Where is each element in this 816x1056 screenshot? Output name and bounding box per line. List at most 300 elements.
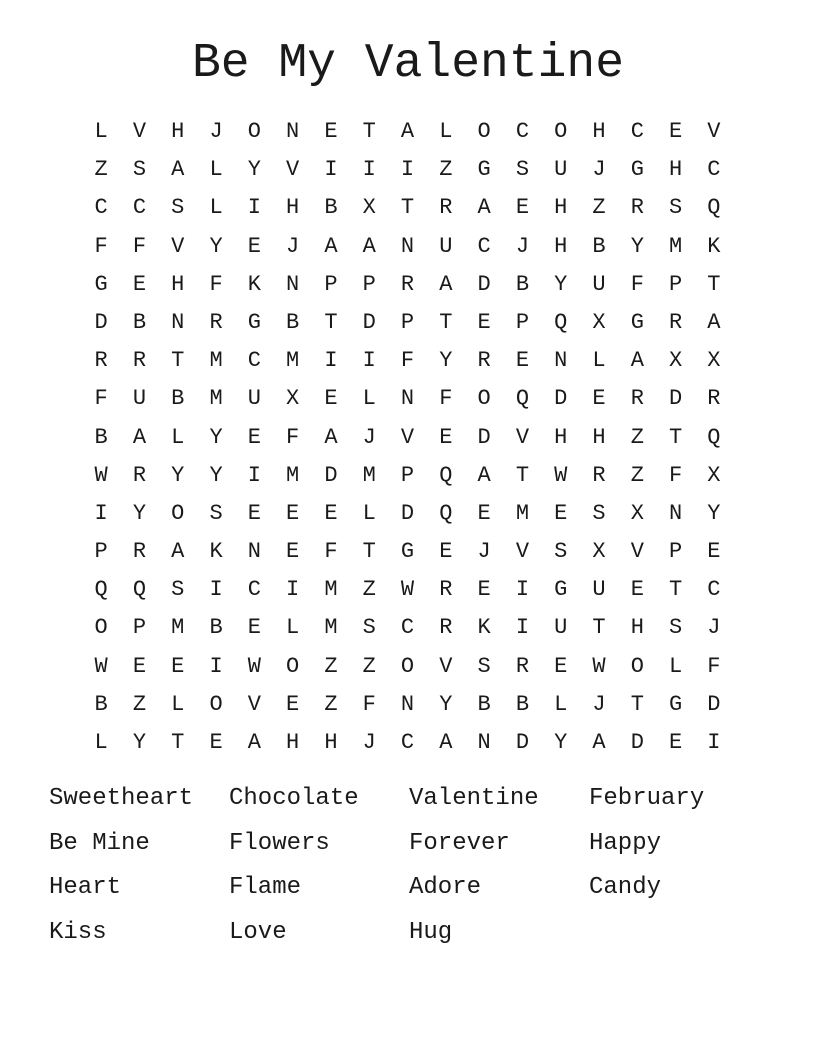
grid-letter: K: [477, 615, 491, 641]
grid-letter: O: [209, 691, 223, 717]
grid-letter: K: [247, 271, 261, 297]
grid-letter: L: [362, 386, 376, 412]
grid-letter: C: [400, 730, 415, 755]
grid-letter: E: [592, 386, 606, 412]
grid-letter: U: [439, 233, 453, 259]
grid-letter: L: [94, 730, 108, 755]
grid-letter: J: [592, 157, 606, 183]
grid-letter: X: [362, 195, 376, 221]
grid-letter: R: [400, 271, 415, 297]
grid-letter: F: [439, 386, 453, 412]
page-title: Be My Valentine: [191, 37, 625, 91]
grid-letter: T: [630, 691, 644, 717]
grid-letter: H: [324, 730, 338, 755]
word-bank-item: February: [589, 785, 705, 812]
grid-letter: E: [171, 653, 185, 679]
grid-letter: E: [324, 386, 338, 412]
grid-row: [82, 304, 733, 342]
grid-letter: Q: [707, 195, 721, 221]
grid-letter: E: [477, 577, 491, 603]
grid-letter: R: [592, 462, 606, 488]
grid-letter: X: [630, 500, 644, 526]
grid-letter: D: [477, 271, 491, 297]
grid-letter: Z: [439, 157, 453, 183]
grid-letter: K: [209, 539, 223, 565]
grid-letter: D: [630, 730, 644, 755]
grid-letter: U: [592, 271, 606, 297]
word-bank-item: Kiss: [49, 919, 107, 947]
grid-letter: E: [132, 653, 147, 679]
grid-letter: S: [592, 500, 606, 526]
grid-letter: Y: [439, 348, 453, 374]
grid-letter: P: [324, 271, 338, 297]
grid-letter: Y: [171, 462, 185, 488]
grid-letter: G: [554, 577, 568, 603]
grid-letter: B: [132, 309, 147, 335]
grid-letter: E: [630, 577, 644, 603]
grid-letter: O: [171, 500, 185, 526]
grid-letter: F: [94, 233, 108, 259]
grid-row: [82, 495, 733, 533]
grid-letter: T: [707, 271, 721, 297]
grid-letter: V: [707, 119, 721, 144]
grid-letter: Y: [132, 500, 147, 526]
word-bank-item: Be Mine: [49, 829, 150, 857]
grid-letter: E: [247, 233, 261, 259]
grid-letter: X: [669, 348, 683, 374]
grid-letter: J: [707, 615, 721, 641]
grid-letter: O: [247, 119, 261, 144]
grid-letter: D: [324, 462, 338, 488]
grid-letter: E: [515, 348, 530, 374]
grid-letter: S: [669, 195, 683, 221]
grid-letter: A: [247, 730, 261, 755]
grid-letter: S: [209, 500, 223, 526]
word-bank-item: Forever: [409, 829, 510, 857]
grid-letter: S: [669, 615, 683, 641]
grid-letter: M: [362, 462, 376, 488]
grid-letter: C: [515, 119, 530, 144]
grid-letter: E: [554, 653, 568, 679]
grid-letter: T: [669, 577, 683, 603]
grid-letter: E: [554, 500, 568, 526]
grid-row: [82, 151, 733, 189]
grid-letter: Z: [592, 195, 606, 221]
grid-letter: M: [515, 500, 530, 526]
grid-letter: R: [630, 386, 644, 412]
grid-letter: Q: [707, 424, 721, 450]
word-bank-item: Adore: [409, 874, 482, 902]
grid-letter: X: [286, 386, 300, 412]
grid-letter: T: [324, 309, 338, 335]
grid-letter: F: [286, 424, 300, 450]
grid-letter: Z: [362, 577, 376, 603]
grid-letter: O: [477, 119, 491, 144]
grid-letter: I: [707, 730, 721, 755]
grid-letter: A: [362, 233, 376, 259]
grid-letter: J: [515, 233, 530, 259]
grid-letter: L: [439, 119, 453, 144]
grid-letter: S: [515, 157, 530, 183]
grid-letter: L: [171, 691, 185, 717]
grid-letter: P: [94, 539, 108, 565]
grid-letter: I: [94, 500, 108, 526]
grid-letter: E: [439, 424, 453, 450]
grid-letter: N: [554, 348, 568, 374]
grid-letter: P: [400, 309, 415, 335]
word-bank-item: Hug: [409, 919, 453, 947]
grid-row: [82, 342, 733, 380]
grid-letter: Z: [630, 462, 644, 488]
grid-letter: J: [592, 691, 606, 717]
grid-row: [82, 228, 733, 266]
word-bank-item: Happy: [589, 829, 662, 857]
grid-letter: P: [669, 539, 683, 565]
grid-letter: F: [209, 271, 223, 297]
grid-letter: T: [171, 348, 185, 374]
grid-letter: T: [439, 309, 453, 335]
grid-letter: Z: [324, 691, 338, 717]
grid-letter: F: [669, 462, 683, 488]
grid-letter: I: [209, 577, 223, 603]
grid-letter: P: [515, 309, 530, 335]
grid-letter: C: [247, 577, 261, 603]
grid-letter: I: [209, 653, 223, 679]
grid-row: [82, 419, 733, 457]
grid-letter: E: [286, 691, 300, 717]
grid-letter: R: [477, 348, 491, 374]
grid-letter: V: [132, 119, 147, 144]
grid-letter: A: [477, 195, 491, 221]
grid-letter: A: [324, 233, 338, 259]
grid-letter: A: [439, 271, 453, 297]
grid-letter: H: [171, 271, 185, 297]
grid-letter: Q: [515, 386, 530, 412]
word-bank-item: Chocolate: [229, 785, 359, 812]
word-bank-item: Flowers: [229, 829, 330, 857]
grid-letter: T: [400, 195, 415, 221]
grid-letter: L: [669, 653, 683, 679]
grid-row: [82, 380, 733, 418]
grid-letter: T: [171, 730, 185, 755]
grid-letter: N: [669, 500, 683, 526]
grid-letter: A: [630, 348, 644, 374]
grid-letter: V: [171, 233, 185, 259]
word-bank-item: Love: [229, 919, 287, 947]
word-bank-item: Candy: [589, 874, 662, 902]
grid-letter: J: [286, 233, 300, 259]
grid-letter: P: [669, 271, 683, 297]
grid-row: [82, 457, 733, 495]
grid-letter: R: [439, 577, 453, 603]
grid-letter: M: [324, 577, 338, 603]
grid-letter: O: [477, 386, 491, 412]
grid-letter: R: [439, 615, 453, 641]
grid-letter: E: [247, 615, 261, 641]
grid-letter: G: [247, 309, 261, 335]
grid-letter: N: [286, 119, 300, 144]
grid-letter: N: [286, 271, 300, 297]
grid-letter: R: [209, 309, 223, 335]
grid-letter: I: [324, 348, 338, 374]
grid-row: [82, 533, 733, 571]
grid-letter: B: [171, 386, 185, 412]
grid-letter: E: [439, 539, 453, 565]
grid-letter: M: [286, 348, 300, 374]
grid-row: [82, 648, 733, 686]
grid-letter: B: [515, 691, 530, 717]
grid-letter: V: [400, 424, 415, 450]
grid-letter: E: [286, 500, 300, 526]
grid-letter: O: [630, 653, 644, 679]
grid-letter: F: [132, 233, 147, 259]
grid-letter: D: [515, 730, 530, 755]
grid-letter: S: [171, 195, 185, 221]
grid-letter: Y: [707, 500, 721, 526]
grid-letter: N: [477, 730, 491, 755]
grid-letter: Q: [439, 500, 453, 526]
grid-letter: X: [592, 539, 606, 565]
grid-letter: M: [209, 386, 223, 412]
grid-letter: D: [477, 424, 491, 450]
grid-letter: Y: [554, 730, 568, 755]
grid-letter: L: [286, 615, 300, 641]
grid-row: [82, 724, 733, 762]
grid-letter: S: [132, 157, 147, 183]
grid-letter: Q: [554, 309, 568, 335]
grid-letter: P: [362, 271, 376, 297]
grid-letter: P: [132, 615, 147, 641]
grid-letter: X: [707, 348, 721, 374]
grid-letter: R: [94, 348, 108, 374]
grid-letter: D: [554, 386, 568, 412]
grid-letter: A: [171, 157, 185, 183]
grid-letter: A: [477, 462, 491, 488]
grid-row: [82, 266, 733, 304]
grid-letter: E: [324, 500, 338, 526]
grid-letter: U: [554, 157, 568, 183]
grid-letter: V: [630, 539, 644, 565]
grid-letter: E: [477, 500, 491, 526]
grid-letter: L: [171, 424, 185, 450]
grid-letter: X: [592, 309, 606, 335]
grid-letter: W: [247, 653, 261, 679]
grid-letter: Z: [324, 653, 338, 679]
grid-letter: W: [554, 462, 568, 488]
grid-letter: T: [515, 462, 530, 488]
grid-letter: A: [324, 424, 338, 450]
grid-letter: R: [132, 462, 147, 488]
grid-letter: T: [592, 615, 606, 641]
grid-letter: C: [707, 577, 721, 603]
grid-letter: E: [247, 500, 261, 526]
grid-letter: V: [247, 691, 261, 717]
grid-letter: A: [439, 730, 453, 755]
grid-letter: L: [209, 157, 223, 183]
grid-letter: T: [362, 119, 376, 144]
grid-letter: W: [94, 462, 108, 488]
grid-letter: O: [94, 615, 108, 641]
grid-letter: N: [400, 691, 415, 717]
grid-letter: E: [132, 271, 147, 297]
grid-letter: C: [94, 195, 108, 221]
grid-letter: F: [630, 271, 644, 297]
grid-letter: X: [707, 462, 721, 488]
grid-letter: L: [209, 195, 223, 221]
grid-letter: F: [707, 653, 721, 679]
grid-letter: E: [707, 539, 721, 565]
grid-letter: P: [400, 462, 415, 488]
grid-letter: I: [362, 348, 376, 374]
grid-letter: H: [669, 157, 683, 183]
grid-letter: M: [209, 348, 223, 374]
grid-letter: A: [707, 309, 721, 335]
letter-grid: [82, 113, 733, 763]
grid-letter: F: [324, 539, 338, 565]
grid-letter: W: [94, 653, 108, 679]
grid-letter: V: [286, 157, 300, 183]
grid-letter: A: [400, 119, 415, 144]
word-bank-item: Valentine: [409, 785, 539, 812]
grid-letter: Q: [132, 577, 147, 603]
grid-letter: L: [554, 691, 568, 717]
grid-letter: O: [400, 653, 415, 679]
grid-letter: L: [592, 348, 606, 374]
grid-letter: I: [362, 157, 376, 183]
grid-letter: R: [707, 386, 721, 412]
grid-letter: C: [477, 233, 491, 259]
grid-letter: V: [439, 653, 453, 679]
grid-letter: T: [362, 539, 376, 565]
grid-letter: E: [515, 195, 530, 221]
grid-letter: G: [400, 539, 415, 565]
grid-letter: M: [324, 615, 338, 641]
grid-letter: N: [400, 386, 415, 412]
grid-letter: U: [132, 386, 147, 412]
grid-letter: F: [362, 691, 376, 717]
grid-letter: Y: [554, 271, 568, 297]
grid-letter: G: [669, 691, 683, 717]
grid-letter: J: [362, 424, 376, 450]
grid-letter: Z: [94, 157, 108, 183]
grid-letter: E: [286, 539, 300, 565]
grid-letter: Z: [132, 691, 147, 717]
grid-letter: Y: [439, 691, 453, 717]
grid-letter: E: [324, 119, 338, 144]
grid-letter: E: [669, 119, 683, 144]
grid-letter: Z: [630, 424, 644, 450]
grid-letter: B: [286, 309, 300, 335]
grid-letter: I: [286, 577, 300, 603]
grid-letter: H: [286, 730, 300, 755]
grid-letter: Y: [247, 157, 261, 183]
grid-letter: F: [94, 386, 108, 412]
grid-letter: B: [94, 691, 108, 717]
grid-letter: U: [247, 386, 261, 412]
grid-letter: O: [554, 119, 568, 144]
grid-letter: D: [400, 500, 415, 526]
grid-letter: E: [669, 730, 683, 755]
grid-letter: B: [515, 271, 530, 297]
grid-letter: U: [592, 577, 606, 603]
grid-letter: H: [554, 233, 568, 259]
grid-letter: N: [400, 233, 415, 259]
grid-letter: J: [477, 539, 491, 565]
grid-letter: C: [132, 195, 147, 221]
grid-letter: H: [554, 424, 568, 450]
grid-letter: H: [286, 195, 300, 221]
grid-letter: L: [94, 119, 108, 144]
grid-letter: H: [171, 119, 185, 144]
grid-letter: H: [592, 424, 606, 450]
grid-row: [82, 571, 733, 609]
grid-letter: B: [592, 233, 606, 259]
grid-letter: Y: [209, 233, 223, 259]
grid-letter: C: [707, 157, 721, 183]
grid-letter: I: [247, 195, 261, 221]
grid-letter: R: [630, 195, 644, 221]
grid-letter: I: [515, 615, 530, 641]
grid-letter: Y: [209, 462, 223, 488]
grid-letter: M: [286, 462, 300, 488]
grid-letter: A: [592, 730, 606, 755]
grid-letter: O: [286, 653, 300, 679]
grid-letter: L: [362, 500, 376, 526]
grid-row: [82, 686, 733, 724]
grid-letter: E: [247, 424, 261, 450]
grid-letter: R: [669, 309, 683, 335]
grid-letter: Z: [362, 653, 376, 679]
grid-letter: B: [209, 615, 223, 641]
grid-letter: G: [477, 157, 491, 183]
grid-letter: H: [592, 119, 606, 144]
grid-letter: V: [515, 539, 530, 565]
grid-letter: B: [94, 424, 108, 450]
grid-letter: V: [515, 424, 530, 450]
grid-letter: I: [400, 157, 415, 183]
grid-letter: W: [400, 577, 415, 603]
grid-letter: F: [400, 348, 415, 374]
grid-letter: W: [592, 653, 606, 679]
grid-letter: R: [132, 539, 147, 565]
grid-letter: E: [477, 309, 491, 335]
grid-letter: E: [209, 730, 223, 755]
grid-letter: D: [362, 309, 376, 335]
word-bank-item: Flame: [229, 874, 302, 902]
grid-letter: S: [477, 653, 491, 679]
grid-letter: H: [554, 195, 568, 221]
word-bank-item: Heart: [49, 874, 122, 902]
grid-letter: A: [171, 539, 185, 565]
grid-letter: Q: [94, 577, 108, 603]
grid-letter: G: [630, 157, 644, 183]
grid-letter: G: [630, 309, 644, 335]
grid-letter: M: [171, 615, 185, 641]
grid-letter: N: [247, 539, 261, 565]
grid-letter: I: [247, 462, 261, 488]
grid-letter: S: [554, 539, 568, 565]
grid-letter: Y: [630, 233, 644, 259]
grid-letter: U: [554, 615, 568, 641]
grid-row: [82, 189, 733, 227]
grid-letter: D: [707, 691, 721, 717]
grid-letter: D: [94, 309, 108, 335]
grid-letter: Y: [209, 424, 223, 450]
grid-letter: R: [132, 348, 147, 374]
grid-letter: R: [439, 195, 453, 221]
word-bank: [49, 780, 769, 959]
grid-letter: J: [362, 730, 376, 755]
